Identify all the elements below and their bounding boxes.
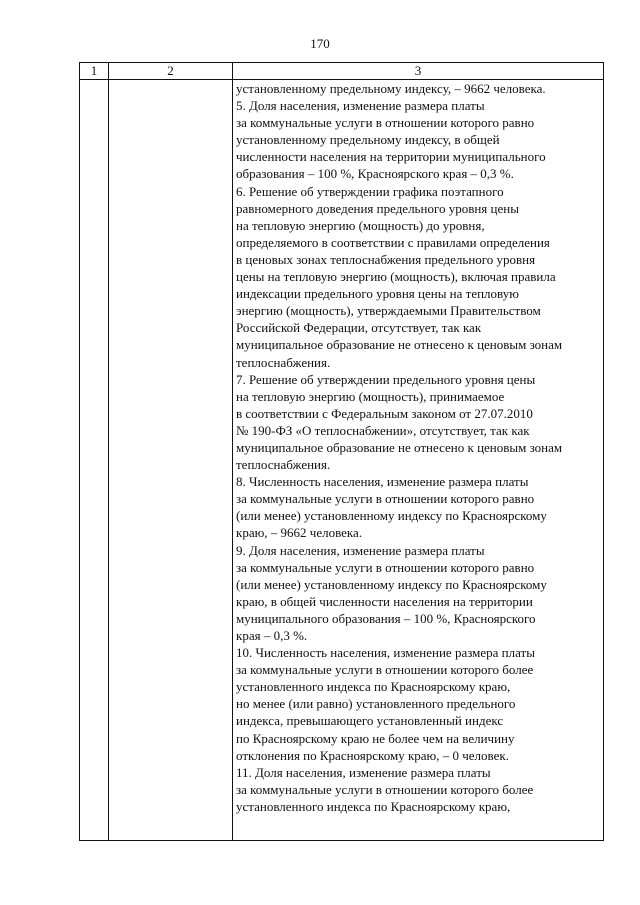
text-line: численности населения на территории муниципального xyxy=(236,149,546,165)
text-line: но менее (или равно) установленного предельного xyxy=(236,696,516,712)
text-line: определяемого в соответствии с правилами определения xyxy=(236,234,550,250)
text-line: установленного индекса по Красноярскому краю, xyxy=(236,679,511,695)
text-line: индекса, превышающего установленный индекс xyxy=(236,713,504,729)
text-line: установленному предельному индексу, – 9662 человека. xyxy=(236,81,546,96)
text-line: краю, – 9662 человека. xyxy=(236,525,363,541)
text-line: 9. Доля населения, изменение размера платы xyxy=(236,542,485,558)
text-line: за коммунальные услуги в отношении которого равно xyxy=(236,559,535,575)
column-header-1: 1 xyxy=(80,63,109,80)
text-line: краю, в общей численности населения на территории xyxy=(236,593,533,609)
text-line: по Красноярскому краю не более чем на величину xyxy=(236,730,515,746)
column-1-cell xyxy=(80,80,109,841)
column-header-3: 3 xyxy=(233,63,604,80)
text-line: индексации предельного уровня цены на тепловую xyxy=(236,286,519,302)
text-line: муниципальное образование не отнесено к ценовым зонам xyxy=(236,439,563,455)
text-line: установленного индекса по Красноярскому краю, xyxy=(236,798,511,814)
text-line: за коммунальные услуги в отношении которого равно xyxy=(236,115,535,131)
text-line: края – 0,3 %. xyxy=(236,628,308,643)
table-header-row xyxy=(80,63,604,80)
column-header-2: 2 xyxy=(109,63,233,80)
text-line: теплоснабжения. xyxy=(236,457,331,473)
text-line: равномерного доведения предельного уровня цены xyxy=(236,200,519,216)
text-line: в ценовых зонах теплоснабжения предельного уровня xyxy=(236,251,536,267)
text-line: образования – 100 %, Красноярского края – 0,3 %. xyxy=(236,166,514,182)
text-line: № 190-ФЗ «О теплоснабжении», отсутствует, так как xyxy=(236,422,530,438)
text-line: за коммунальные услуги в отношении которого более xyxy=(236,781,534,797)
text-line: установленному предельному индексу, в общей xyxy=(236,132,500,148)
text-line: 6. Решение об утверждении графика поэтапного xyxy=(236,183,504,199)
table-body-row xyxy=(80,80,604,841)
text-line: 8. Численность населения, изменение размера платы xyxy=(236,474,529,490)
text-line: 11. Доля населения, изменение размера платы xyxy=(236,764,491,780)
text-line: на тепловую энергию (мощность), принимаемое xyxy=(236,388,505,404)
column-3-text-cell xyxy=(233,80,604,841)
text-line: на тепловую энергию (мощность) до уровня, xyxy=(236,217,485,233)
text-line: за коммунальные услуги в отношении которого более xyxy=(236,662,534,678)
text-line: 7. Решение об утверждении предельного уровня цены xyxy=(236,371,536,387)
text-line: теплоснабжения. xyxy=(236,354,331,370)
page-number: 170 xyxy=(310,36,330,51)
column-2-cell xyxy=(109,80,233,841)
text-line: энергию (мощность), утверждаемыми Правительством xyxy=(236,303,541,319)
text-line: муниципального образования – 100 %, Красноярского xyxy=(236,610,536,626)
text-line: цены на тепловую энергию (мощность), включая правила xyxy=(236,269,556,285)
text-line: (или менее) установленному индексу по Красноярскому xyxy=(236,508,547,524)
text-line: за коммунальные услуги в отношении которого равно xyxy=(236,491,535,507)
text-line: 10. Численность населения, изменение размера платы xyxy=(236,645,535,661)
document-table xyxy=(79,62,604,841)
text-line: (или менее) установленному индексу по Красноярскому xyxy=(236,576,547,592)
text-line: в соответствии с Федеральным законом от 27.07.2010 xyxy=(236,405,533,421)
text-line: отклонения по Красноярскому краю, – 0 человек. xyxy=(236,747,509,763)
text-line: Российской Федерации, отсутствует, так как xyxy=(236,320,482,336)
text-line: муниципальное образование не отнесено к ценовым зонам xyxy=(236,337,563,353)
text-line: 5. Доля населения, изменение размера платы xyxy=(236,98,485,114)
